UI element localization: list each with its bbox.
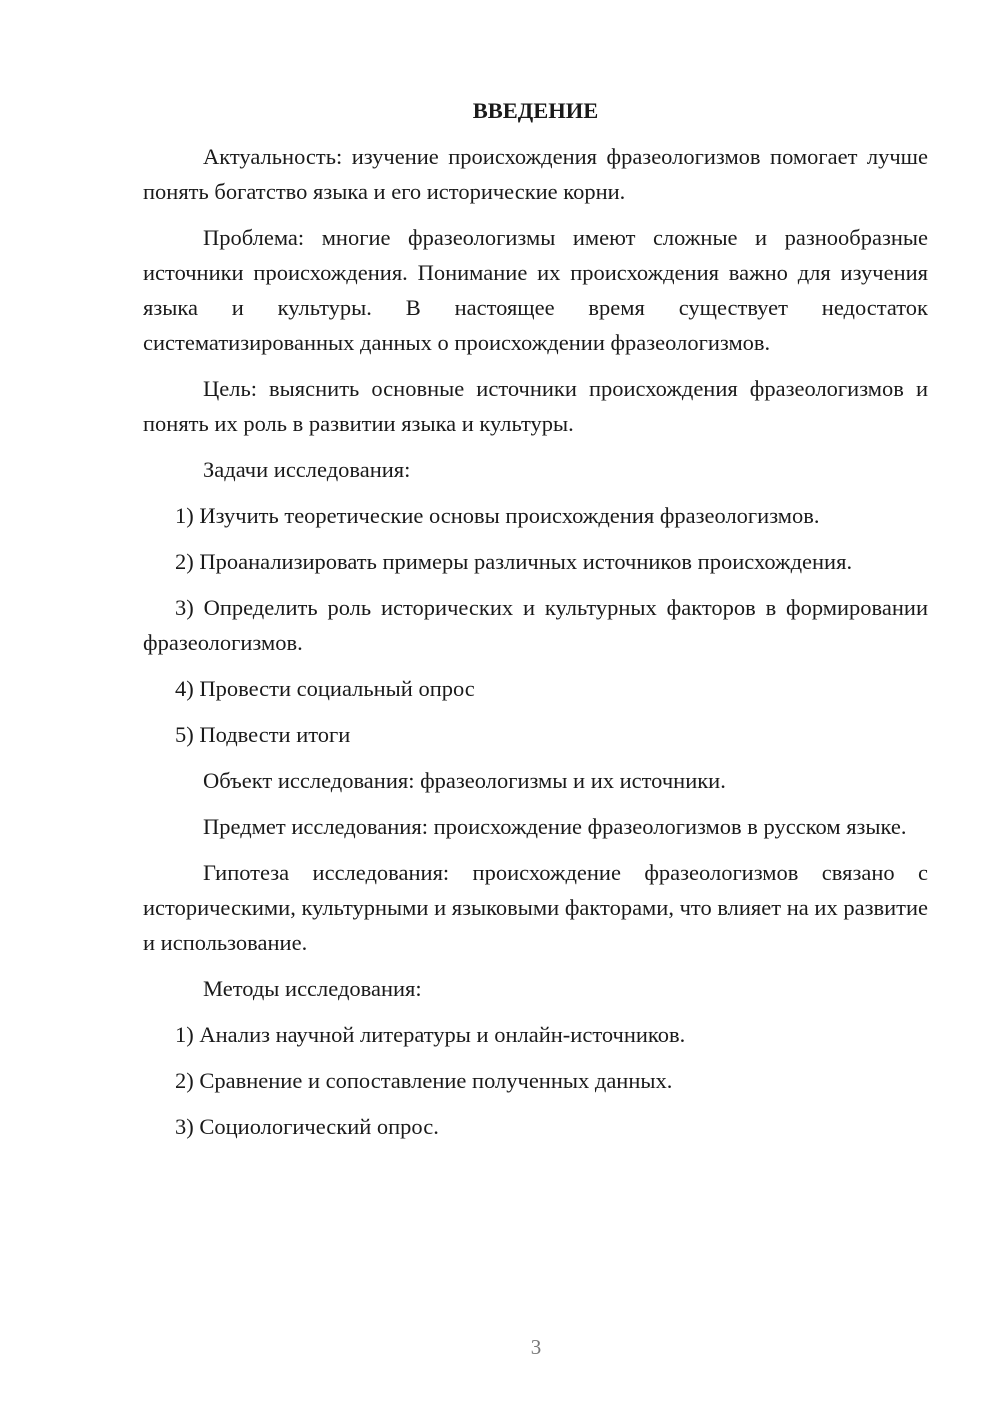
method-item-1: 1) Анализ научной литературы и онлайн-источников. xyxy=(175,1022,686,1047)
tasks-title: Задачи исследования: xyxy=(203,457,411,482)
relevance-paragraph: Актуальность: изучение происхождения фразеологизмов помогает лучше понять богатство языка и его исторические корни. xyxy=(143,144,928,204)
page-content xyxy=(143,93,928,1155)
section-heading: ВВЕДЕНИЕ xyxy=(472,98,599,123)
task-item-5: 5) Подвести итоги xyxy=(175,722,351,747)
subject-paragraph: Предмет исследования: происхождение фразеологизмов в русском языке. xyxy=(203,814,907,839)
task-item-2: 2) Проанализировать примеры различных источников происхождения. xyxy=(175,549,853,574)
page-number: 3 xyxy=(530,1335,542,1359)
task-item-4: 4) Провести социальный опрос xyxy=(175,676,475,701)
problem-paragraph: Проблема: многие фразеологизмы имеют сложные и разнообразные источники происхождения. Понимание их происхождения важно для изучения языка и культуры. В настоящее время существует недостаток систематизированных данных о происхождении фразеологизмов. xyxy=(143,225,928,355)
method-item-2: 2) Сравнение и сопоставление полученных данных. xyxy=(175,1068,673,1093)
hypothesis-paragraph: Гипотеза исследования: происхождение фразеологизмов связано с историческими, культурными и языковыми факторами, что влияет на их развитие и использование. xyxy=(143,860,928,955)
goal-paragraph: Цель: выяснить основные источники происхождения фразеологизмов и понять их роль в развитии языка и культуры. xyxy=(143,376,928,436)
method-item-3: 3) Социологический опрос. xyxy=(175,1114,439,1139)
task-item-1: 1) Изучить теоретические основы происхождения фразеологизмов. xyxy=(175,503,820,528)
object-paragraph: Объект исследования: фразеологизмы и их источники. xyxy=(203,768,726,793)
task-item-3: 3) Определить роль исторических и культурных факторов в формировании фразеологизмов. xyxy=(143,595,928,655)
methods-title: Методы исследования: xyxy=(203,976,422,1001)
